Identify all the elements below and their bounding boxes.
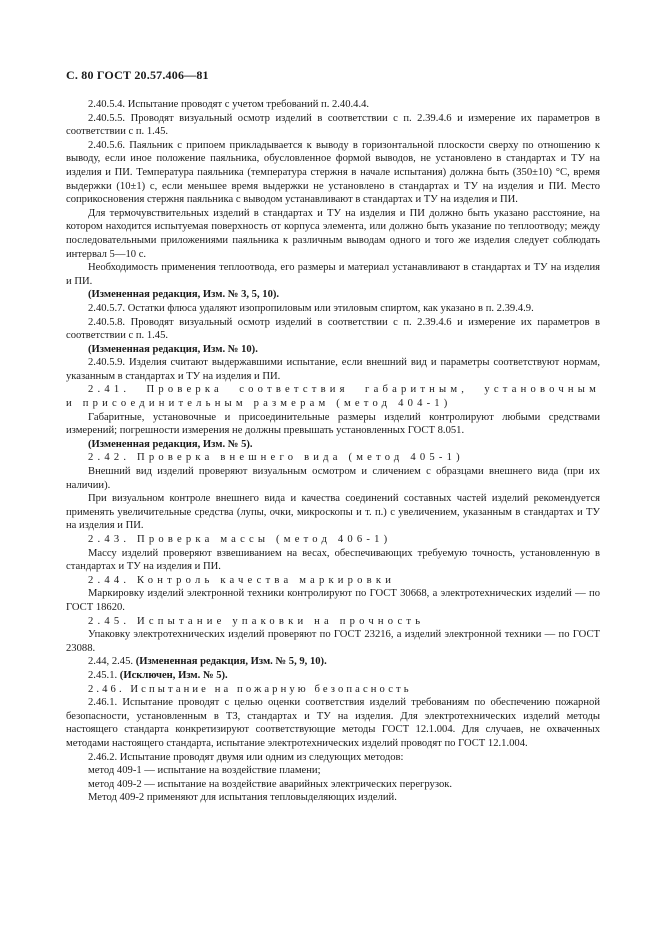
section-heading-2-44: 2.44. Контроль качества маркировки: [88, 574, 396, 586]
paragraph-2-46-2: 2.46.2. Испытание проводят двумя или одним из следующих методов:: [88, 751, 404, 763]
amendment-note: (Исключен, Изм. № 5).: [119, 669, 228, 681]
paragraph-marking: Маркировку изделий электронной техники контролируют по ГОСТ 30668, а электротехнических изделий — по ГОСТ 18620.: [66, 588, 600, 613]
section-heading-2-43: 2.43. Проверка массы (метод 406-1): [88, 534, 392, 545]
clause-ref: 2.45.1.: [88, 669, 118, 681]
clause-ref: 2.44, 2.45.: [88, 656, 134, 668]
section-heading-2-45: 2.45. Испытание упаковки на прочность: [88, 615, 425, 627]
paragraph-visual-control: При визуальном контроле внешнего вида и качества соединений составных частей изделий рекомендуется применять увеличительные средства (лупы, очки, микроскопы и т. п.) с увеличением, указанным в стандартах и ТУ на изделия и ПИ.: [66, 493, 600, 532]
paragraph-2-40-5-5: 2.40.5.5. Проводят визуальный осмотр изделий в соответствии с п. 2.39.4.6 и измерение их параметров в соответствии с п. 1.45.: [66, 112, 600, 138]
method-409-2: метод 409-2 — испытание на воздействие аварийных электрических перегрузок.: [88, 778, 453, 790]
amendment-note: (Измененная редакция, Изм. № 5).: [88, 438, 253, 450]
paragraph-thermosensitive: Для термочувствительных изделий в стандартах и ТУ на изделия и ПИ должно быть указано расстояние, на котором находится испытуемая поверхность от корпуса элемента, или должно быть указание по теплоотводу; между последовательными приложениями паяльника к различным выводам одного и того же изделия следует соблюдать интервал 5—10 с.: [66, 207, 600, 260]
paragraph-2-40-5-7: 2.40.5.7. Остатки флюса удаляют изопропиловым или этиловым спиртом, как указано в п. 2.39.4.9.: [88, 302, 534, 314]
paragraph-2-40-5-6: 2.40.5.6. Паяльник с припоем прикладывается к выводу в горизонтальной плоскости сверху по отношению к выводу, если иное положение паяльника, обусловленное формой выводов, не установлено в стандартах и ТУ на изделия и ПИ. Температура паяльника (температура стержня в начале испытания) должна быть (350±10) °С, время выдержки (10±1) с, если меньшее время выдержки не установлено в стандартах и ТУ на изделия и ПИ. Место соприкосновения стержня паяльника с выводом устанавливают в стандартах и ТУ на изделия и ПИ.: [66, 139, 600, 206]
paragraph-2-40-5-9: 2.40.5.9. Изделия считают выдержавшими испытание, если внешний вид и параметры соответствуют нормам, указанным в стандартах и ТУ на изделия и ПИ.: [66, 357, 600, 382]
section-heading-2-42: 2.42. Проверка внешнего вида (метод 405-1): [88, 452, 464, 464]
paragraph-method-409-2-usage: Метод 409-2 применяют для испытания тепловыделяющих изделий.: [88, 792, 397, 804]
section-heading-2-46: 2.46. Испытание на пожарную безопасность: [88, 683, 412, 695]
amendment-note: (Измененная редакция, Изм. № 3, 5, 10).: [88, 289, 280, 301]
amendment-note: (Измененная редакция, Изм. № 10).: [88, 343, 258, 355]
paragraph-packaging: Упаковку электротехнических изделий проверяют по ГОСТ 23216, а изделий электронной техники — по ГОСТ 23088.: [66, 629, 600, 654]
paragraph-heatsink: Необходимость применения теплоотвода, его размеры и материал устанавливают в стандартах и ТУ на изделия и ПИ.: [66, 262, 600, 287]
page-header: С. 80 ГОСТ 20.57.406—81: [66, 68, 209, 82]
paragraph-appearance: Внешний вид изделий проверяют визуальным осмотром и сличением с образцами внешнего вида (при их наличии).: [66, 466, 600, 491]
paragraph-2-46-1: 2.46.1. Испытание проводят с целью оценки соответствия изделий требованиям по обеспечению пожарной безопасности, установленным в ТЗ, стандартах и ТУ на изделия. Для электротехнических изделий методы настоящего стандарта конкретизируют соответствующие методы ГОСТ 12.1.004. Для случаев, не охваченных методами настоящего стандарта, испытание электротехнических изделий проводят по ГОСТ 12.1.004.: [66, 697, 600, 749]
paragraph-2-40-5-4: 2.40.5.4. Испытание проводят с учетом требований п. 2.40.4.4.: [88, 99, 370, 110]
amendment-note: (Измененная редакция, Изм. № 5, 9, 10).: [135, 656, 327, 668]
section-heading-2-41: 2.41. Проверка соответствия габаритным, установочным: [88, 384, 600, 396]
amendment-line-2-44-2-45: [66, 655, 600, 669]
amendment-line-2-45-1: [66, 669, 600, 683]
method-409-1: метод 409-1 — испытание на воздействие пламени;: [88, 765, 321, 777]
paragraph-2-40-5-8: 2.40.5.8. Проводят визуальный осмотр изделий в соответствии с п. 2.39.4.6 и измерение их параметров в соответствии с п. 1.45.: [66, 316, 600, 342]
document-body: [66, 98, 600, 805]
paragraph-mass: Массу изделий проверяют взвешиванием на весах, обеспечивающих требуемую точность, установленную в стандартах и ТУ на изделия и ПИ.: [66, 547, 600, 573]
paragraph-dimensions: Габаритные, установочные и присоединительные размеры изделий контролируют любыми средствами измерений; погрешности измерения не должны превышать установленных ГОСТ 8.051.: [66, 411, 600, 437]
section-heading-2-41-cont: и присоединительным размерам (метод 404-1): [66, 398, 452, 410]
